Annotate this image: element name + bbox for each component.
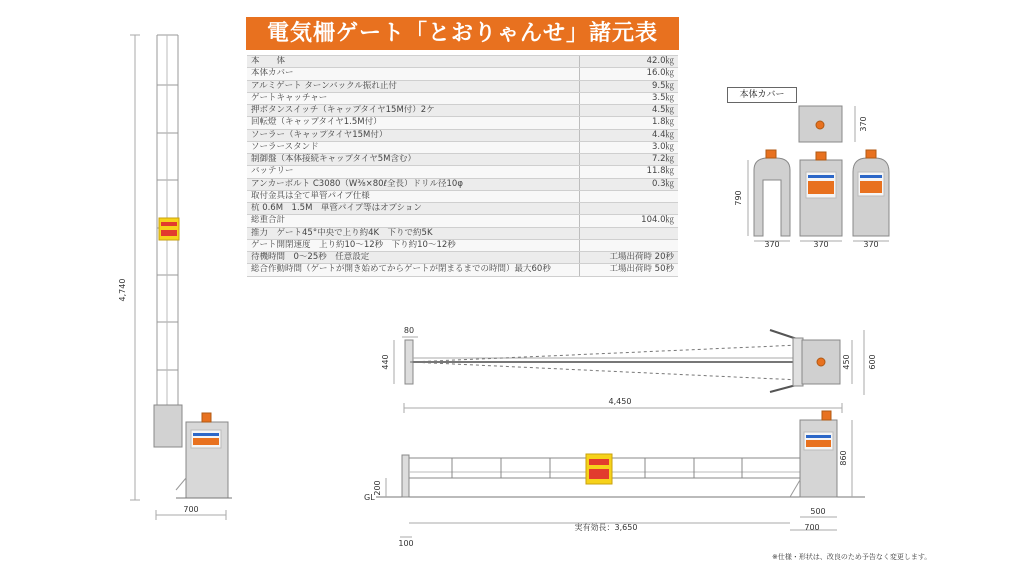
spec-value: 7.2㎏ — [580, 154, 679, 166]
spec-item: ソーラー（キャップタイヤ15M付） — [247, 129, 580, 141]
spec-value: 4.4㎏ — [580, 129, 679, 141]
spec-item: アンカーボルト C3080（W⅜×80ℓ全長）ドリル径10φ — [247, 178, 580, 190]
spec-value: 0.3㎏ — [580, 178, 679, 190]
spec-item: 本体カバー — [247, 68, 580, 80]
dim-front-200: 200 — [373, 480, 382, 496]
spec-item: ゲートキャッチャー — [247, 92, 580, 104]
spec-item: バッテリー — [247, 166, 580, 178]
spec-item: 回転燈（キャップタイヤ1.5M付） — [247, 117, 580, 129]
spec-item: 取付金具は全て単管パイプ仕様 — [247, 190, 580, 202]
dim-cover-w1: 370 — [764, 240, 780, 249]
spec-value: 工場出荷時 20秒 — [580, 252, 679, 264]
spec-value: 3.5㎏ — [580, 92, 679, 104]
dim-cover-side-h: 790 — [734, 190, 743, 206]
dim-top-600: 600 — [868, 354, 877, 370]
spec-item: 推力 ゲート45°中央で上り約4K 下りで約5K — [247, 227, 580, 239]
spec-item: 総重合計 — [247, 215, 580, 227]
dim-effective-width: 実有効長：3,650 — [574, 523, 638, 532]
dim-cover-w2: 370 — [813, 240, 829, 249]
spec-item: 杭 0.6M 1.5M 単管パイプ等はオプション — [247, 203, 580, 215]
spec-item: 本 体 — [247, 56, 580, 68]
spec-value: 1.8㎏ — [580, 117, 679, 129]
spec-item: ゲート開閉速度 上り約10～12秒 下り約10～12秒 — [247, 239, 580, 251]
dim-front-100: 100 — [398, 539, 414, 548]
spec-value: 16.0㎏ — [580, 68, 679, 80]
spec-value: 工場出荷時 50秒 — [580, 264, 679, 276]
spec-item: アルミゲート ターンバックル振れ止付 — [247, 80, 580, 92]
page-title: 電気柵ゲート「とおりゃんせ」諸元表 — [246, 17, 679, 50]
spec-value: 104.0㎏ — [580, 215, 679, 227]
dim-front-700: 700 — [804, 523, 820, 532]
disclaimer-note: ※仕様・形状は、改良のため予告なく変更します。 — [772, 553, 932, 561]
spec-value: 4.5㎏ — [580, 105, 679, 117]
spec-item: 制御盤（本体接続キャップタイヤ5M含む） — [247, 154, 580, 166]
spec-value: 11.8㎏ — [580, 166, 679, 178]
spec-item: ソーラースタンド — [247, 141, 580, 153]
spec-value: 3.0㎏ — [580, 141, 679, 153]
dim-height-total: 4,740 — [118, 278, 127, 302]
ground-level-label: GL — [364, 493, 375, 502]
dim-top-450: 450 — [842, 354, 851, 370]
cover-label: 本体カバー — [727, 87, 797, 103]
dim-top-80: 80 — [403, 326, 415, 335]
spec-value: 9.5㎏ — [580, 80, 679, 92]
dim-cover-h: 370 — [859, 116, 868, 132]
dim-top-440: 440 — [381, 354, 390, 370]
dim-front-860: 860 — [839, 450, 848, 466]
dim-side-width: 700 — [183, 505, 199, 514]
front-view — [376, 411, 865, 537]
spec-item: 総合作動時間（ゲートが開き始めてからゲートが閉まるまでの時間）最大60秒 — [247, 264, 580, 276]
dim-cover-w3: 370 — [863, 240, 879, 249]
spec-item: 待機時間 0～25秒 任意設定 — [247, 252, 580, 264]
dim-front-500: 500 — [810, 507, 826, 516]
spec-item: 押ボタンスイッチ（キャップタイヤ15M付）2ケ — [247, 105, 580, 117]
dim-length-4450: 4,450 — [608, 397, 632, 406]
warning-sign — [159, 218, 179, 240]
spec-value: 42.0㎏ — [580, 56, 679, 68]
